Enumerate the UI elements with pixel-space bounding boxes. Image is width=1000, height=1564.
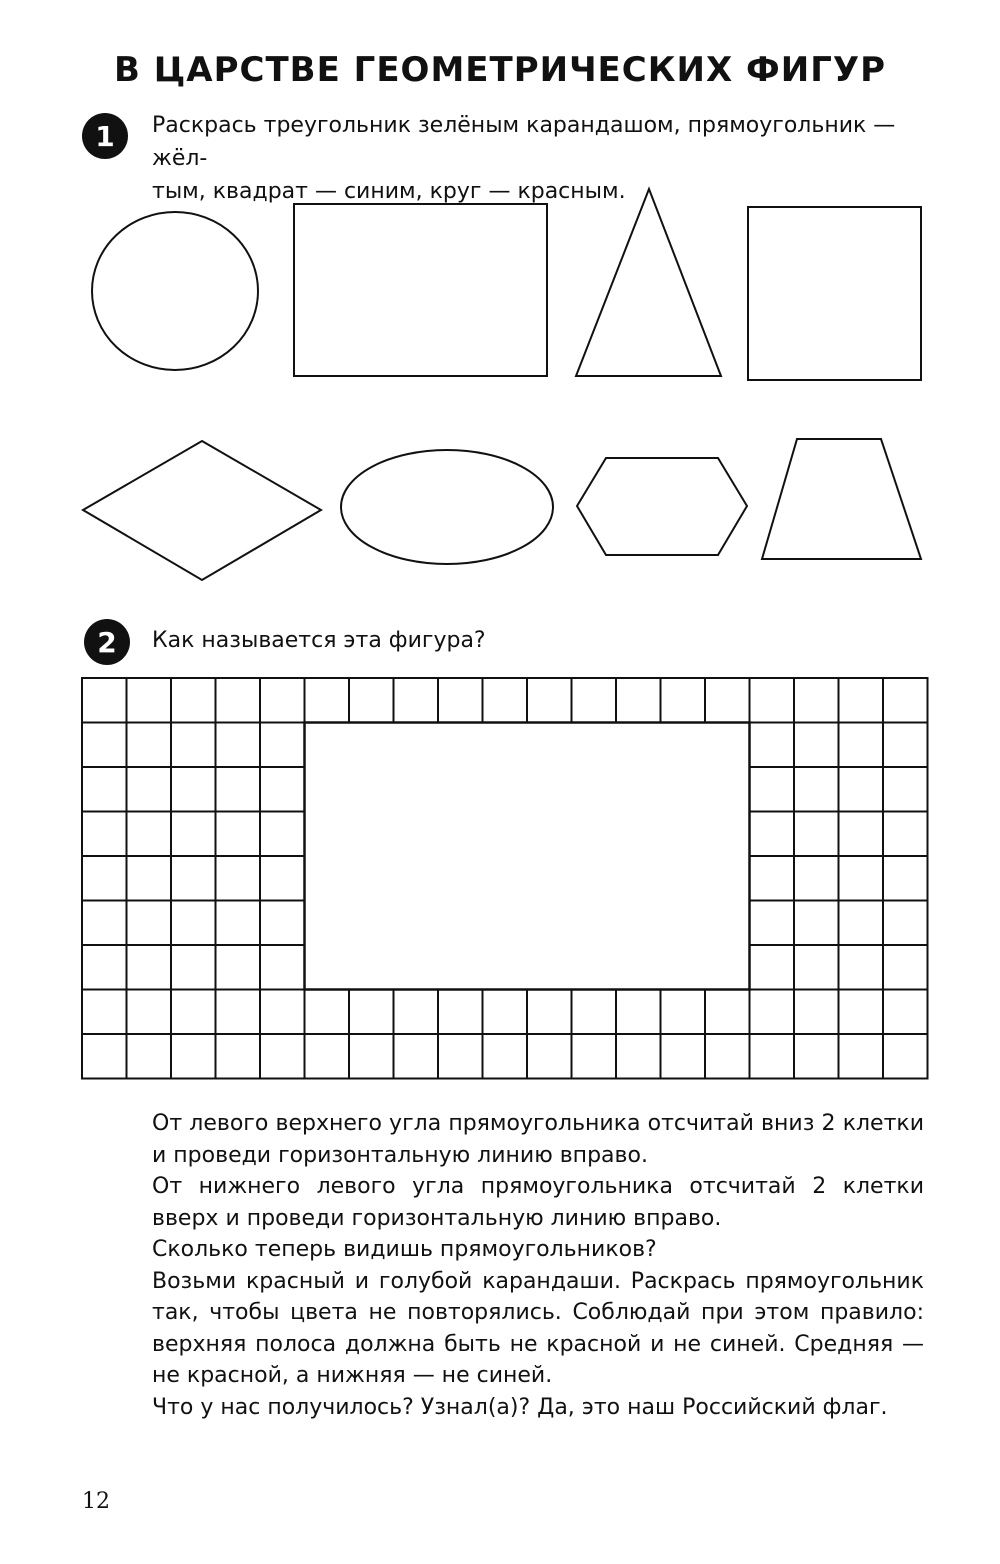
grid-cell[interactable] bbox=[216, 723, 261, 768]
grid-cell[interactable] bbox=[260, 1034, 305, 1079]
grid-cell[interactable] bbox=[705, 1034, 750, 1079]
task-1-instruction-line-2: тым, квадрат — синим, круг — красным. bbox=[152, 179, 626, 204]
grid-cell[interactable] bbox=[750, 678, 795, 723]
grid-cell[interactable] bbox=[883, 723, 928, 768]
grid-cell[interactable] bbox=[794, 945, 839, 990]
grid-cell[interactable] bbox=[260, 990, 305, 1035]
grid-cell[interactable] bbox=[305, 1034, 350, 1079]
grid-cell[interactable] bbox=[216, 945, 261, 990]
grid-cell[interactable] bbox=[216, 767, 261, 812]
grid-cell[interactable] bbox=[216, 990, 261, 1035]
grid-cell[interactable] bbox=[305, 678, 350, 723]
grid-cell[interactable] bbox=[171, 945, 216, 990]
grid-cell[interactable] bbox=[82, 945, 127, 990]
page-number: 12 bbox=[82, 1489, 110, 1514]
grid-cell[interactable] bbox=[127, 1034, 172, 1079]
instruction-paragraph-2: От нижнего левого угла прямоугольника отсчитай 2 клетки вверх и проведи горизонтальную линию вправо. bbox=[152, 1174, 924, 1231]
grid-cell[interactable] bbox=[883, 990, 928, 1035]
grid-cell[interactable] bbox=[305, 990, 350, 1035]
grid-cell[interactable] bbox=[82, 812, 127, 857]
task-1-instruction-line-1: Раскрась треугольник зелёным карандашом, прямоугольник — жёл- bbox=[152, 113, 896, 171]
task-2-instructions bbox=[152, 1108, 924, 1423]
grid-cell[interactable] bbox=[705, 990, 750, 1035]
grid-cell[interactable] bbox=[750, 901, 795, 946]
grid-cell[interactable] bbox=[616, 1034, 661, 1079]
grid-cell[interactable] bbox=[260, 723, 305, 768]
grid-cell[interactable] bbox=[82, 767, 127, 812]
grid-cell[interactable] bbox=[750, 812, 795, 857]
grid-cell[interactable] bbox=[171, 723, 216, 768]
flag-rectangle[interactable] bbox=[305, 723, 750, 990]
grid-cell[interactable] bbox=[572, 1034, 617, 1079]
grid-cell[interactable] bbox=[794, 990, 839, 1035]
task-1-number-badge: 1 bbox=[82, 113, 128, 159]
grid-cell[interactable] bbox=[661, 1034, 706, 1079]
grid-cell[interactable] bbox=[527, 1034, 572, 1079]
grid-cell[interactable] bbox=[794, 812, 839, 857]
grid-cell[interactable] bbox=[839, 901, 884, 946]
grid-cell[interactable] bbox=[527, 990, 572, 1035]
grid-cell[interactable] bbox=[483, 678, 528, 723]
grid-cell[interactable] bbox=[572, 678, 617, 723]
grid-cell[interactable] bbox=[883, 1034, 928, 1079]
grid-cell[interactable] bbox=[260, 812, 305, 857]
grid-cell[interactable] bbox=[794, 1034, 839, 1079]
grid-cell[interactable] bbox=[216, 901, 261, 946]
grid-cell[interactable] bbox=[171, 1034, 216, 1079]
grid-cell[interactable] bbox=[171, 856, 216, 901]
instruction-paragraph-5: Что у нас получилось? Узнал(а)? Да, это наш Российский флаг. bbox=[152, 1394, 888, 1420]
grid-cell[interactable] bbox=[260, 767, 305, 812]
grid-cell[interactable] bbox=[127, 723, 172, 768]
grid-cell[interactable] bbox=[883, 767, 928, 812]
grid-cell[interactable] bbox=[349, 678, 394, 723]
grid-cell[interactable] bbox=[750, 990, 795, 1035]
grid-cell[interactable] bbox=[883, 678, 928, 723]
grid-cell[interactable] bbox=[127, 678, 172, 723]
grid-cell[interactable] bbox=[883, 812, 928, 857]
grid-cell[interactable] bbox=[127, 990, 172, 1035]
grid-cell[interactable] bbox=[216, 812, 261, 857]
grid-cell[interactable] bbox=[750, 723, 795, 768]
grid-cell[interactable] bbox=[839, 990, 884, 1035]
grid-cell[interactable] bbox=[705, 678, 750, 723]
page-title: В ЦАРСТВЕ ГЕОМЕТРИЧЕСКИХ ФИГУР bbox=[114, 50, 886, 90]
grid-cell[interactable] bbox=[794, 723, 839, 768]
grid-cell[interactable] bbox=[127, 812, 172, 857]
grid-cell[interactable] bbox=[483, 1034, 528, 1079]
grid-cell[interactable] bbox=[438, 990, 483, 1035]
grid-cell[interactable] bbox=[394, 1034, 439, 1079]
instruction-paragraph-4: Возьми красный и голубой карандаши. Раскрась прямоугольник так, чтобы цвета не повторялись. Соблюдай при этом правило: верхняя полоса должна быть не красной и не синей. Средняя — не красной, а нижняя — не синей. bbox=[152, 1268, 924, 1388]
grid-cell[interactable] bbox=[794, 856, 839, 901]
grid-cell[interactable] bbox=[750, 856, 795, 901]
grid-cell[interactable] bbox=[616, 678, 661, 723]
grid-cell[interactable] bbox=[171, 767, 216, 812]
grid-cell[interactable] bbox=[839, 723, 884, 768]
grid-cell[interactable] bbox=[216, 1034, 261, 1079]
task-2-number-badge: 2 bbox=[84, 619, 130, 665]
grid-cell[interactable] bbox=[883, 945, 928, 990]
grid-cell[interactable] bbox=[82, 723, 127, 768]
grid-cell[interactable] bbox=[82, 678, 127, 723]
instruction-paragraph-3: Сколько теперь видишь прямоугольников? bbox=[152, 1237, 657, 1262]
grid-cell[interactable] bbox=[216, 678, 261, 723]
grid-cell[interactable] bbox=[794, 767, 839, 812]
grid-cell[interactable] bbox=[839, 856, 884, 901]
grid-cell[interactable] bbox=[839, 678, 884, 723]
grid-cell[interactable] bbox=[171, 990, 216, 1035]
grid-cell[interactable] bbox=[438, 1034, 483, 1079]
grid-cell[interactable] bbox=[260, 901, 305, 946]
grid-cell[interactable] bbox=[750, 945, 795, 990]
grid-cell[interactable] bbox=[82, 856, 127, 901]
grid-cell[interactable] bbox=[349, 1034, 394, 1079]
grid-cell[interactable] bbox=[349, 990, 394, 1035]
grid-cell[interactable] bbox=[82, 1034, 127, 1079]
grid-cell[interactable] bbox=[883, 856, 928, 901]
grid-cell[interactable] bbox=[661, 990, 706, 1035]
grid-cell[interactable] bbox=[839, 767, 884, 812]
grid-cell[interactable] bbox=[260, 945, 305, 990]
grid-cell[interactable] bbox=[438, 678, 483, 723]
grid-cell[interactable] bbox=[260, 678, 305, 723]
grid-cell[interactable] bbox=[127, 767, 172, 812]
grid-cell[interactable] bbox=[883, 901, 928, 946]
grid-cell[interactable] bbox=[127, 901, 172, 946]
grid-cell[interactable] bbox=[216, 856, 261, 901]
grid-cell[interactable] bbox=[750, 1034, 795, 1079]
grid-cell[interactable] bbox=[572, 990, 617, 1035]
grid-cell[interactable] bbox=[839, 1034, 884, 1079]
grid-cell[interactable] bbox=[82, 901, 127, 946]
grid-cell[interactable] bbox=[839, 812, 884, 857]
grid-cell[interactable] bbox=[82, 990, 127, 1035]
grid-cell[interactable] bbox=[127, 945, 172, 990]
grid-cell[interactable] bbox=[483, 990, 528, 1035]
grid-cell[interactable] bbox=[127, 856, 172, 901]
grid-cell[interactable] bbox=[616, 990, 661, 1035]
grid-cell[interactable] bbox=[171, 812, 216, 857]
grid-cell[interactable] bbox=[794, 901, 839, 946]
instruction-paragraph-1: От левого верхнего угла прямоугольника отсчитай вниз 2 клетки и проведи горизонтальную линию вправо. bbox=[152, 1111, 924, 1168]
grid-cell[interactable] bbox=[527, 678, 572, 723]
grid-cell[interactable] bbox=[750, 767, 795, 812]
grid-cell[interactable] bbox=[171, 678, 216, 723]
grid-cell[interactable] bbox=[394, 678, 439, 723]
grid-cell[interactable] bbox=[260, 856, 305, 901]
task-2-question: Как называется эта фигура? bbox=[152, 628, 486, 653]
grid-cell[interactable] bbox=[839, 945, 884, 990]
grid-cell[interactable] bbox=[394, 990, 439, 1035]
grid-cell[interactable] bbox=[661, 678, 706, 723]
grid-cell[interactable] bbox=[794, 678, 839, 723]
grid-cell[interactable] bbox=[171, 901, 216, 946]
